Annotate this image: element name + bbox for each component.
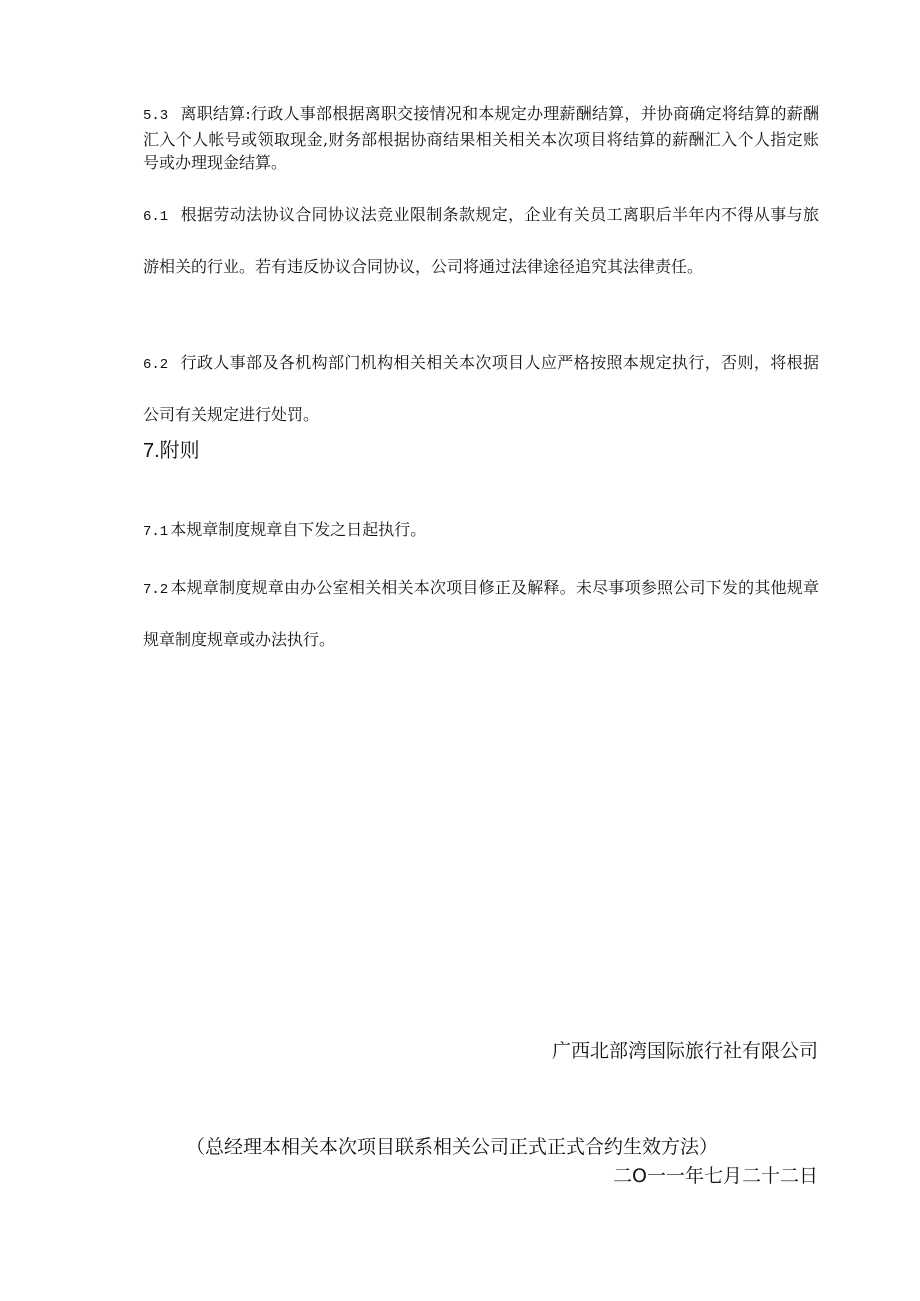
company-name: 广西北部湾国际旅行社有限公司 xyxy=(551,1040,818,1062)
clause-number: 5.3 xyxy=(143,108,169,124)
clause-number: 6.1 xyxy=(143,209,169,225)
clause-7-2 xyxy=(143,563,819,665)
effective-note: （总经理本相关本次项目联系相关公司正式正式合约生效方法） xyxy=(186,1136,719,1158)
clause-6-1 xyxy=(143,190,819,292)
clause-text: 本规章制度规章由办公室相关相关本次项目修正及解释。未尽事项参照公司下发的其他规章规章制度规章或办法执行。 xyxy=(143,578,819,649)
clause-text: 本规章制度规章自下发之日起执行。 xyxy=(170,520,427,539)
clause-text: 根据劳动法协议合同协议法竞业限制条款规定，企业有关员工离职后半年内不得从事与旅游相关的行业。若有违反协议合同协议，公司将通过法律途径追究其法律责任。 xyxy=(143,205,819,276)
clause-number: 7.2 xyxy=(143,582,169,598)
clause-text: 行政人事部及各机构部门机构相关相关本次项目人应严格按照本规定执行，否则，将根据公司有关规定进行处罚。 xyxy=(143,353,819,424)
clause-7-1 xyxy=(143,515,819,547)
clause-number: 7.1 xyxy=(143,524,169,540)
appendix-heading: 7.附则 xyxy=(143,440,200,462)
clause-6-2 xyxy=(143,338,819,440)
clause-5-3 xyxy=(143,102,819,174)
document-date: 二O一一年七月二十二日 xyxy=(613,1165,818,1187)
clause-text: 离职结算:行政人事部根据离职交接情况和本规定办理薪酬结算，并协商确定将结算的薪酬汇入个人帐号或领取现金,财务部根据协商结果相关相关本次项目将结算的薪酬汇入个人指定账号或办理现金结算。 xyxy=(143,104,819,172)
clause-number: 6.2 xyxy=(143,357,169,373)
